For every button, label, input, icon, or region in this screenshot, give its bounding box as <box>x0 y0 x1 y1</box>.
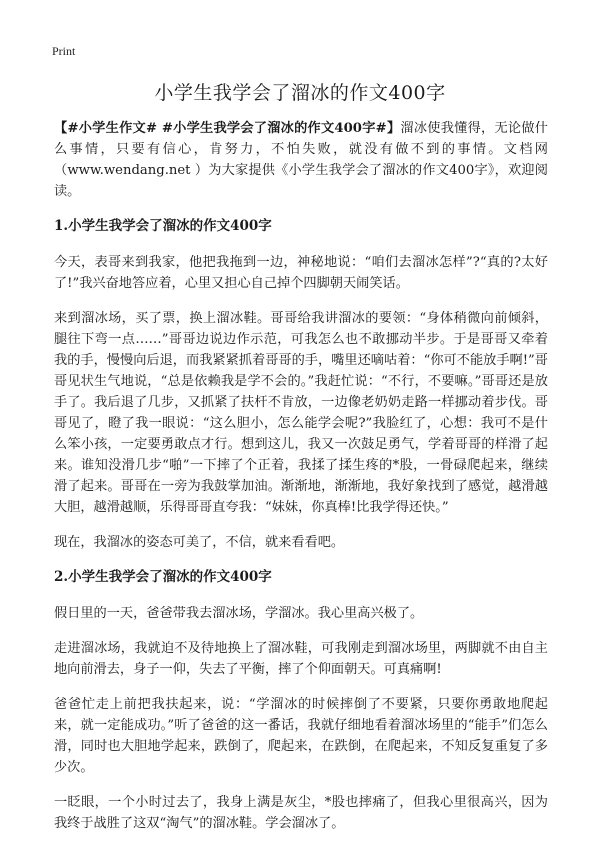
paragraph: 来到溜冰场，买了票，换上溜冰鞋。哥哥给我讲溜冰的要领：“身体稍微向前倾斜，腿往下弯一点……”哥哥边说边作示范，可我怎么也不敢挪动半步。于是哥哥又牵着我的手，慢慢向后退，而我紧紧抓着哥哥的手，嘴里还嘀咕着：“你可不能放手啊!”哥哥见状生气地说，“总是依赖我是学不会的。”我赶忙说：“不行，不要嘛。”哥哥还是放手了。我后退了几步，又抓紧了扶杆不肯放，一边像老奶奶走路一样挪动着步伐。哥哥见了，瞪了我一眼说：“这么胆小，怎么能学会呢?”我脸红了，心想：我可不是什么笨小孩，一定要勇敢点才行。想到这儿，我又一次鼓足勇气，学着哥哥的样滑了起来。谁知没滑几步“啪”一下摔了个正着，我揉了揉生疼的*股，一骨碌爬起来，继续滑了起来。哥哥在一旁为我鼓掌加油。渐渐地，渐渐地，我好象找到了感觉，越滑越大胆，越滑越顺，乐得哥哥直夸我：“妹妹，你真棒!比我学得还快。” <box>54 311 548 515</box>
intro-text: 溜冰使我懂得，无论做什么事情，只要有信心，肯努力，不怕失败，就没有做不到的事情。文档网（www.wendang.net ）为大家提供《小学生我学会了溜冰的作文400字》，欢迎阅读。 <box>54 121 548 199</box>
print-label: Print <box>52 44 76 58</box>
intro-paragraph <box>54 118 548 202</box>
section-heading: 1.小学生我学会了溜冰的作文400字 <box>54 218 272 234</box>
document-title: 小学生我学会了溜冰的作文400字 <box>154 82 446 104</box>
paragraph: 爸爸忙走上前把我扶起来，说：“学溜冰的时候摔倒了不要紧，只要你勇敢地爬起来，就一定能成功。”听了爸爸的这一番话，我就仔细地看着溜冰场里的“能手”们怎么滑，同时也大胆地学起来，跌倒了，爬起来，在跌倒，在爬起来，不知反复重复了多少次。 <box>54 697 548 775</box>
paragraph: 现在，我溜冰的姿态可美了，不信，就来看看吧。 <box>54 535 345 550</box>
intro-tag: 【#小学生作文# #小学生我学会了溜冰的作文400字#】 <box>54 121 401 136</box>
paragraph: 假日里的一天，爸爸带我去溜冰场，学溜冰。我心里高兴极了。 <box>54 606 424 621</box>
paragraph: 一眨眼，一个小时过去了，我身上满是灰尘，*股也摔痛了，但我心里很高兴，因为我终于战胜了这双“淘气”的溜冰鞋。学会溜冰了。 <box>54 795 548 831</box>
paragraph: 今天，表哥来到我家，他把我拖到一边，神秘地说：“咱们去溜冰怎样”?“真的?太好了!”我兴奋地答应着，心里又担心自己掉个四脚朝天闹笑话。 <box>54 255 548 291</box>
document-body <box>54 118 548 848</box>
section-heading: 2.小学生我学会了溜冰的作文400字 <box>54 569 272 585</box>
paragraph: 走进溜冰场，我就迫不及待地换上了溜冰鞋，可我刚走到溜冰场里，两脚就不由自主地向前滑去，身子一仰，失去了平衡，摔了个仰面朝天。可真痛啊! <box>54 641 548 677</box>
